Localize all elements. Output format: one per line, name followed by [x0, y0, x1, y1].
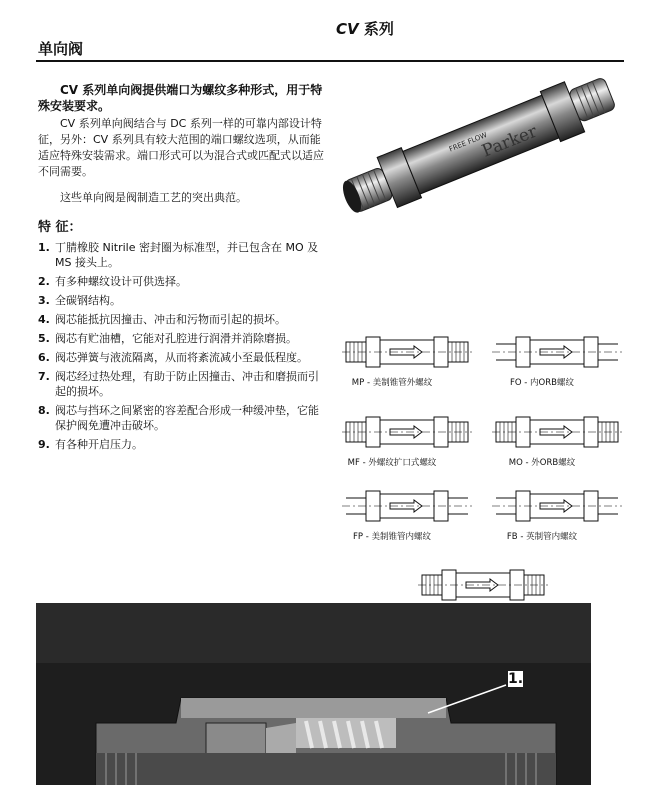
photo-brand: Parker [479, 121, 540, 162]
intro-paragraph-1: CV 系列单向阀结合与 DC 系列一样的可靠内部设计特征，另外：CV 系列具有较大范围的端口螺纹选项，从而能适应特殊安装需求。端口形式可以为混合式或匹配式以适应不同需要。 [38, 117, 324, 178]
diagram-caption-mo: MO - 外ORB螺纹 [508, 458, 576, 468]
check-valve-photo [330, 60, 630, 220]
cutaway-photo [36, 603, 591, 785]
valve-diagram-mp [342, 322, 472, 382]
intro-text [38, 82, 328, 206]
feature-item: 6. 阀芯弹簧与液流隔离，从而将紊流减小至最低程度。 [38, 351, 308, 364]
callout-label: 1. [508, 671, 524, 687]
series-title: CV 系列 [336, 20, 394, 38]
features-list [38, 240, 328, 456]
feature-item: 8. 阀芯与挡环之间紧密的容差配合形成一种缓冲垫，它能保护阀免遭冲击破坏。 [38, 404, 319, 432]
feature-item: 5. 阀芯有贮油槽，它能对孔腔进行润滑并消除磨损。 [38, 332, 297, 345]
feature-item: 4. 阀芯能抵抗因撞击、冲击和污物而引起的损坏。 [38, 313, 286, 326]
intro-lead: CV 系列单向阀提供端口为螺纹多种形式，用于特殊安装要求。 [38, 83, 323, 113]
feature-item: 9. 有各种开启压力。 [38, 438, 143, 451]
valve-diagram-mf [342, 402, 472, 462]
valve-diagram-mo [492, 402, 622, 462]
intro-paragraph-2: 这些单向阀是阀制造工艺的突出典范。 [60, 191, 247, 204]
feature-item: 1. 丁腈橡胶 Nitrile 密封圈为标准型，并已包含在 MO 及 MS 接头上。 [38, 241, 319, 269]
feature-item: 3. 全碳钢结构。 [38, 294, 121, 307]
features-heading: 特 征： [38, 220, 82, 235]
valve-diagram-fp [342, 476, 472, 536]
valve-diagram-fb [492, 476, 622, 536]
diagram-caption-fp: FP - 美制锥管内螺纹 [353, 532, 431, 542]
diagram-caption-mf: MF - 外螺纹扩口式螺纹 [347, 458, 437, 468]
diagram-caption-fo: FO - 内ORB螺纹 [510, 378, 574, 388]
section-title: 单向阀 [38, 40, 84, 58]
photo-stamp: FREE FLOW [448, 131, 489, 154]
valve-diagram-fo [492, 322, 622, 382]
feature-item: 7. 阀芯经过热处理，有助于防止因撞击、冲击和磨损而引起的损坏。 [38, 370, 319, 398]
feature-item: 2. 有多种螺纹设计可供选择。 [38, 275, 187, 288]
diagram-caption-mp: MP - 美制锥管外螺纹 [351, 378, 433, 388]
diagram-caption-fb: FB - 英制管内螺纹 [506, 532, 578, 542]
